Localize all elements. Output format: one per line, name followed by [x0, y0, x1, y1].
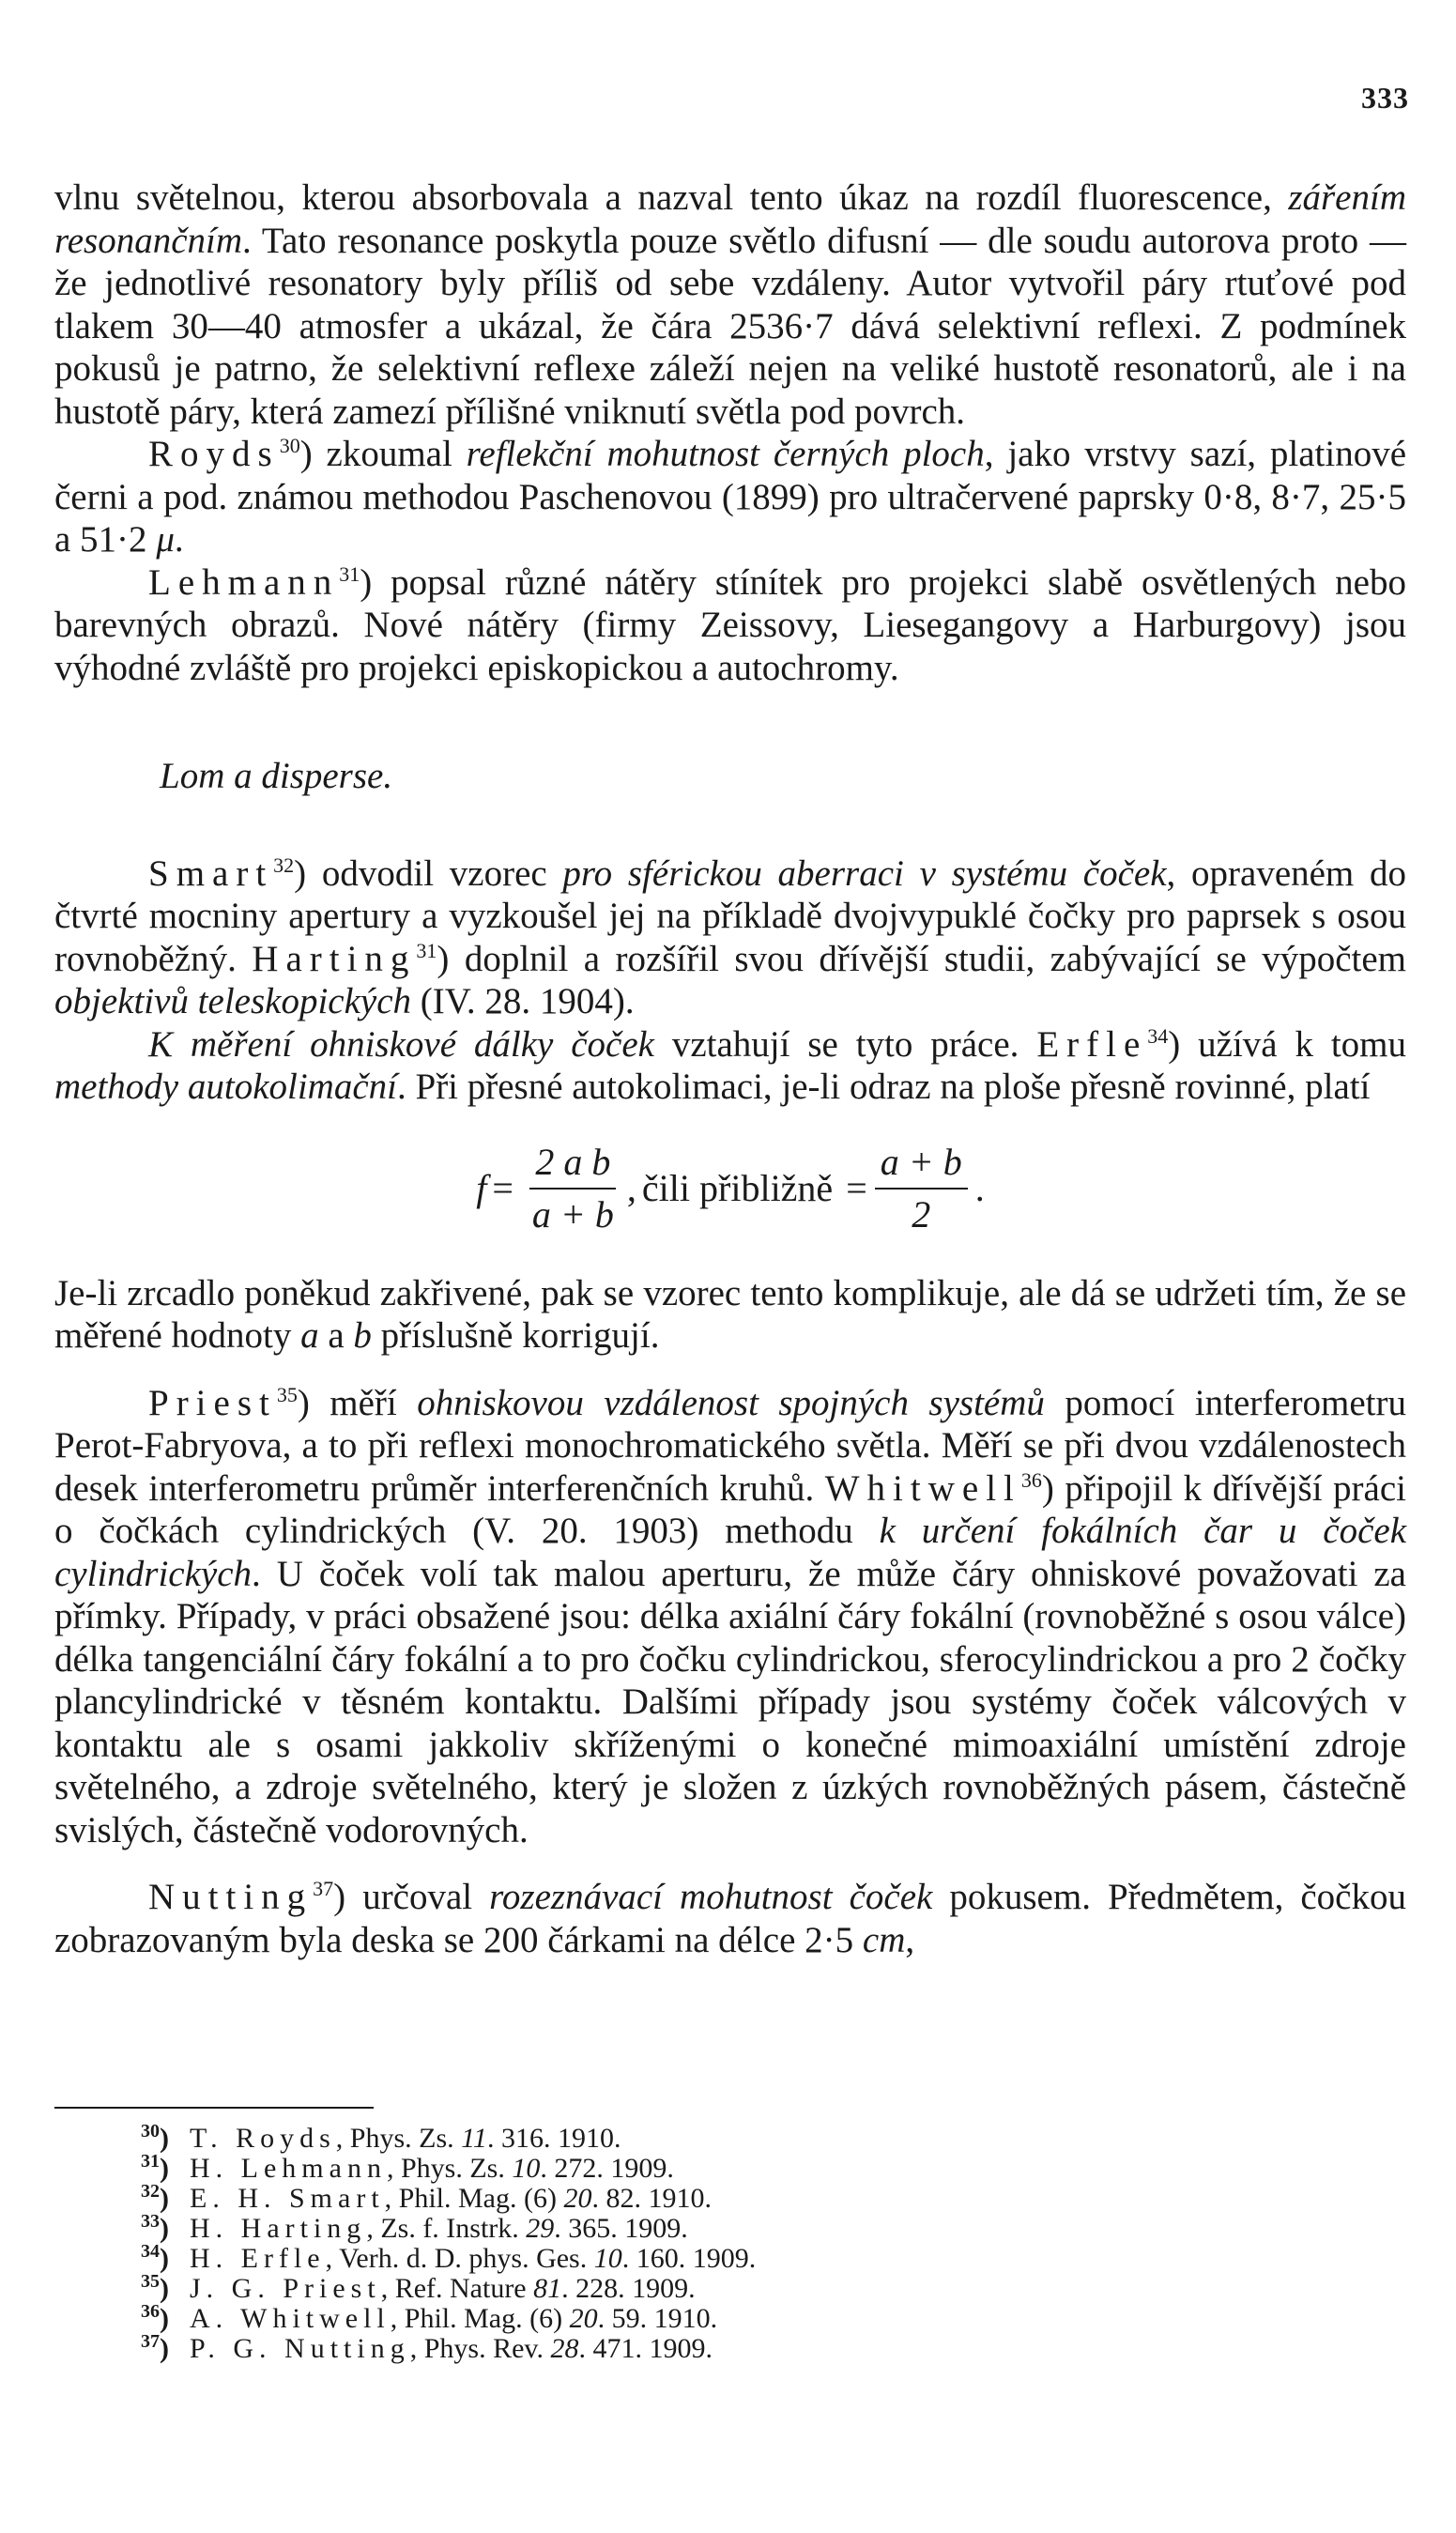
author-name: Smart [148, 852, 274, 894]
unit-symbol: μ [156, 519, 175, 560]
emphasis: ohniskovou vzdálenost spojných systémů [417, 1382, 1045, 1423]
footnote-text: T. Royds, Phys. Zs. 11. 316. 1910. [190, 2123, 621, 2154]
footnote-text: E. H. Smart, Phil. Mag. (6) 20. 82. 1910. [190, 2183, 712, 2214]
paragraph-priest: Priest$^{35}$) měří ohniskovou vzdálenost spojných systémů pomocí interferometru Perot-Fabryova, a to při reflexi monochromatického světla. Měří se při dvou vzdálenostech desek interferometru průměr interferenčních kruhů. Whitwell$^{36}$) připojil k dřívější práci o čočkách cylindrických (V. 20. 1903) methodu k určení fokálních čar u čoček cylindrických. U čoček volí tak malou aperturu, že může čáry ohniskové považovati za přímky. Případy, v práci obsažené jsou: délka axiální čáry fokální (rovnoběžné s osou válce) délka tangenciální čáry fokální a to pro čočku cylindrickou, sferocylindrickou a pro 2 čočky plancylindrické v těsném kontaktu. Dalšími případy jsou systémy čoček válcových v kontaktu ale s osami jakkoliv skříženými o konečné mimoaxiální umístění zdroje světelného, a zdroje světelného, který je složen z úzkých rovnoběžných pásem, částečně svislých, částečně vodorovných. [54, 1382, 1406, 1850]
emphasis: pro sférickou aberraci v systému čoček [562, 852, 1167, 894]
footnote-ref: 31 [416, 938, 437, 962]
footnote [141, 2331, 1361, 2364]
paragraph-erfle: K měření ohniskové dálky čoček vztahují se tyto práce. Erfle$^{34}$) užívá k tomu methody autokolimační. Při přesné autokolimaci, je-li odraz na ploše přesně rovinné, platí [54, 1023, 1407, 1107]
author-name: Lehmann [148, 561, 340, 603]
footnote-mark: $^{34}$) [141, 2241, 169, 2274]
formula-period: . [974, 1166, 985, 1209]
fraction-denominator: 2 [912, 1192, 931, 1236]
fraction-numerator: a + b [875, 1141, 968, 1190]
emphasis: methody autokolimační [54, 1067, 397, 1107]
page-number: 333 [1361, 81, 1409, 115]
fraction [527, 1141, 620, 1236]
author-name: Erfle [1036, 1023, 1148, 1065]
author-name: Priest [148, 1382, 277, 1423]
footnote [141, 2241, 1361, 2274]
author-name: Nutting [148, 1877, 314, 1917]
formula-word: čili přibližně [641, 1166, 834, 1209]
footnote-text: H. Lehmann, Phys. Zs. 10. 272. 1909. [190, 2153, 674, 2184]
footnote [141, 2181, 1361, 2214]
paragraph-lehmann: Lehmann$^{31}$) popsal různé nátěry stínítek pro projekci slabě osvětlených nebo barevných obrazů. Nové nátěry (firmy Zeissovy, Liesegangovy a Harburgovy) jsou výhodné zvláště pro projekci episkopickou a autochromy. [54, 561, 1406, 688]
footnote-ref: 30 [279, 434, 300, 457]
footnote-mark: $^{35}$) [141, 2271, 169, 2304]
formula-equals: = [846, 1166, 867, 1209]
footnote-text: J. G. Priest, Ref. Nature 81. 228. 1909. [190, 2273, 696, 2304]
footnote [141, 2121, 1361, 2154]
footnote-mark: $^{37}$) [141, 2331, 169, 2364]
footnote-mark: $^{31}$) [141, 2151, 169, 2184]
paragraph-smart: Smart$^{32}$) odvodil vzorec pro sférickou aberraci v systému čoček, opraveném do čtvrté mocniny apertury a vyzkoušel jej na příkladě dvojvypuklé čočky pro paprsek s osou rovnoběžný. Harting$^{31}$) doplnil a rozšířil svou dřívější studii, zabývající se výpočtem objektivů teleskopických (IV. 28. 1904). [54, 852, 1407, 1021]
footnote-mark: $^{36}$) [141, 2301, 169, 2334]
footnote-text: H. Erfle, Verh. d. D. phys. Ges. 10. 160. 1909. [190, 2243, 757, 2274]
formula-lhs: f [476, 1166, 487, 1209]
body-text [54, 177, 1406, 1961]
formula-equals: = [492, 1166, 513, 1209]
emphasis: k určení fokálních čar u čoček cylindrických [54, 1511, 1406, 1594]
footnote-text: H. Harting, Zs. f. Instrk. 29. 365. 1909. [190, 2213, 688, 2244]
emphasis: objektivů teleskopických [54, 981, 412, 1021]
author-name: Whitwell [824, 1467, 1021, 1509]
footnote-ref: 37 [313, 1877, 334, 1900]
formula-comma: , [626, 1166, 636, 1209]
paragraph-royds: Royds$^{30}$) zkoumal reflekční mohutnost černých ploch, jako vrstvy sazí, platinové černi a pod. známou methodou Paschenovou (1899) pro ultračervené paprsky 0·8, 8·7, 25·5 a 51·2 μ. [54, 434, 1407, 560]
variable: a [300, 1315, 319, 1356]
footnote-text: A. Whitwell, Phil. Mag. (6) 20. 59. 1910. [190, 2303, 718, 2334]
emphasis: zářením resonančním [54, 177, 1406, 261]
footnote-text: P. G. Nutting, Phys. Rev. 28. 471. 1909. [190, 2333, 713, 2364]
formula [54, 1109, 1406, 1268]
emphasis: rozeznávací mohutnost čoček [489, 1877, 933, 1917]
footnote-mark: $^{30}$) [141, 2121, 169, 2154]
author-name: Harting [252, 938, 417, 979]
footnote-divider [54, 2107, 374, 2109]
footnotes [141, 2121, 1361, 2364]
footnote [141, 2301, 1361, 2334]
footnote-ref: 35 [276, 1382, 298, 1406]
fraction [875, 1141, 968, 1236]
footnote-ref: 31 [339, 561, 360, 586]
footnote [141, 2271, 1361, 2304]
section-heading: Lom a disperse. [160, 756, 393, 796]
footnote-ref: 32 [273, 852, 295, 877]
variable: b [353, 1315, 372, 1356]
fraction-numerator: 2 a b [529, 1141, 616, 1190]
emphasis: K měření ohniskové dálky čoček [148, 1023, 654, 1065]
footnote-mark: $^{32}$) [141, 2181, 169, 2214]
author-name: Royds [148, 434, 280, 474]
emphasis: reflekční mohutnost černých ploch [466, 434, 985, 474]
paragraph-resonance: vlnu světelnou, kterou absorbovala a nazval tento úkaz na rozdíl fluorescence, zářením resonančním. Tato resonance poskytla pouze světlo difusní — dle soudu autorova proto — že jednotlivé resonatory byly příliš od sebe vzdáleny. Autor vytvořil páry rtuťové pod tlakem 30—40 atmosfer a ukázal, že čára 2536·7 dává selektivní reflexi. Z podmínek pokusů je patrno, že selektivní reflexe záleží nejen na veliké hustotě resonatorů, ale i na hustotě páry, která zamezí přílišné vniknutí světla pod povrch. [54, 177, 1406, 432]
footnote-ref: 36 [1020, 1467, 1042, 1492]
paragraph-nutting: Nutting$^{37}$) určoval rozeznávací mohutnost čoček pokusem. Předmětem, čočkou zobrazovaným byla deska se 200 čárkami na délce 2·5 cm, [54, 1877, 1406, 1960]
paragraph-after-formula: Je-li zrcadlo poněkud zakřivené, pak se vzorec tento komplikuje, ale dá se udržeti tím, že se měřené hodnoty a a b příslušně korrigují. [54, 1272, 1406, 1356]
unit: cm [862, 1919, 906, 1960]
footnote-mark: $^{33}$) [141, 2211, 169, 2244]
footnote [141, 2211, 1361, 2244]
fraction-denominator: a + b [531, 1192, 614, 1236]
footnote-ref: 34 [1147, 1023, 1169, 1048]
footnote [141, 2151, 1361, 2184]
